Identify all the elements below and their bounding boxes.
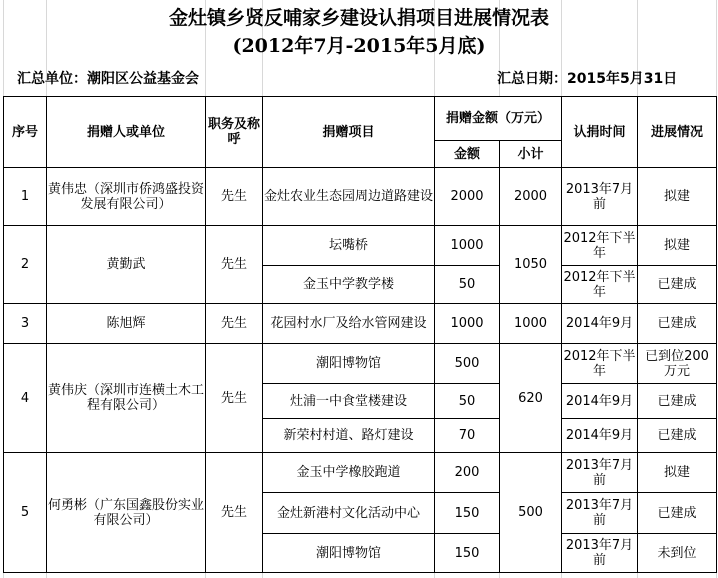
summary-date: 汇总日期：2015年5月31日	[497, 71, 678, 87]
row-title: 先生	[206, 304, 263, 344]
table-subtitle: (2012年7月-2015年5月底)	[232, 35, 486, 57]
header-pledge-time: 认捐时间	[562, 97, 638, 168]
row-amount: 50	[435, 266, 500, 304]
table-row	[4, 304, 717, 344]
row-pledge-time: 2012年下半年	[562, 226, 638, 266]
row-amount: 2000	[435, 168, 500, 226]
row-progress: 拟建	[638, 226, 717, 266]
row-donor: 黄伟庆（深圳市连横土木工程有限公司）	[47, 344, 206, 453]
row-pledge-time: 2014年9月	[562, 304, 638, 344]
row-progress: 已建成	[638, 266, 717, 304]
row-progress: 已建成	[638, 419, 717, 453]
row-donor: 何勇彬（广东国鑫股份实业有限公司）	[47, 453, 206, 573]
header-project: 捐赠项目	[263, 97, 435, 168]
row-project: 灶浦一中食堂楼建设	[263, 384, 435, 419]
row-amount: 1000	[435, 304, 500, 344]
row-no: 3	[4, 304, 47, 344]
table-title: 金灶镇乡贤反哺家乡建设认捐项目进展情况表	[168, 7, 549, 29]
row-pledge-time: 2013年7月前	[562, 534, 638, 573]
row-subtotal: 620	[500, 344, 562, 453]
header-amount-group: 捐赠金额（万元）	[435, 97, 562, 141]
row-amount: 50	[435, 384, 500, 419]
row-progress: 已到位200万元	[638, 344, 717, 384]
row-donor: 黄伟忠（深圳市侨鸿盛投资发展有限公司）	[47, 168, 206, 226]
row-project: 金灶新港村文化活动中心	[263, 493, 435, 534]
row-subtotal: 1000	[500, 304, 562, 344]
row-amount: 500	[435, 344, 500, 384]
summary-unit: 汇总单位：潮阳区公益基金会	[17, 71, 199, 87]
row-project: 花园村水厂及给水管网建设	[263, 304, 435, 344]
row-subtotal: 500	[500, 453, 562, 573]
row-pledge-time: 2014年9月	[562, 419, 638, 453]
table-row	[4, 226, 717, 266]
header-progress: 进展情况	[638, 97, 717, 168]
row-no: 2	[4, 226, 47, 304]
row-amount: 150	[435, 534, 500, 573]
row-no: 5	[4, 453, 47, 573]
row-project: 金玉中学橡胶跑道	[263, 453, 435, 493]
row-pledge-time: 2013年7月前	[562, 493, 638, 534]
row-pledge-time: 2012年下半年	[562, 266, 638, 304]
row-subtotal: 2000	[500, 168, 562, 226]
row-donor: 黄勤武	[47, 226, 206, 304]
row-title: 先生	[206, 168, 263, 226]
row-project: 潮阳博物馆	[263, 534, 435, 573]
row-progress: 已建成	[638, 304, 717, 344]
table-row	[4, 168, 717, 226]
row-amount: 150	[435, 493, 500, 534]
row-no: 4	[4, 344, 47, 453]
row-project: 新荣村村道、路灯建设	[263, 419, 435, 453]
header-amount: 金额	[435, 141, 500, 168]
row-title: 先生	[206, 453, 263, 573]
donation-table	[3, 96, 717, 573]
row-progress: 拟建	[638, 453, 717, 493]
row-amount: 70	[435, 419, 500, 453]
row-project: 金灶农业生态园周边道路建设	[263, 168, 435, 226]
header-no: 序号	[4, 97, 47, 168]
row-progress: 未到位	[638, 534, 717, 573]
row-progress: 拟建	[638, 168, 717, 226]
row-pledge-time: 2014年9月	[562, 384, 638, 419]
row-title: 先生	[206, 226, 263, 304]
row-donor: 陈旭辉	[47, 304, 206, 344]
row-project: 金玉中学教学楼	[263, 266, 435, 304]
row-progress: 已建成	[638, 384, 717, 419]
header-title: 职务及称呼	[206, 97, 263, 168]
row-title: 先生	[206, 344, 263, 453]
row-project: 坛嘴桥	[263, 226, 435, 266]
row-progress: 已建成	[638, 493, 717, 534]
row-subtotal: 1050	[500, 226, 562, 304]
table-row	[4, 344, 717, 384]
header-subtotal: 小计	[500, 141, 562, 168]
header-donor: 捐赠人或单位	[47, 97, 206, 168]
table-row	[4, 453, 717, 493]
row-pledge-time: 2013年7月前	[562, 168, 638, 226]
row-pledge-time: 2012年下半年	[562, 344, 638, 384]
row-project: 潮阳博物馆	[263, 344, 435, 384]
row-amount: 200	[435, 453, 500, 493]
row-amount: 1000	[435, 226, 500, 266]
row-no: 1	[4, 168, 47, 226]
row-pledge-time: 2013年7月前	[562, 453, 638, 493]
